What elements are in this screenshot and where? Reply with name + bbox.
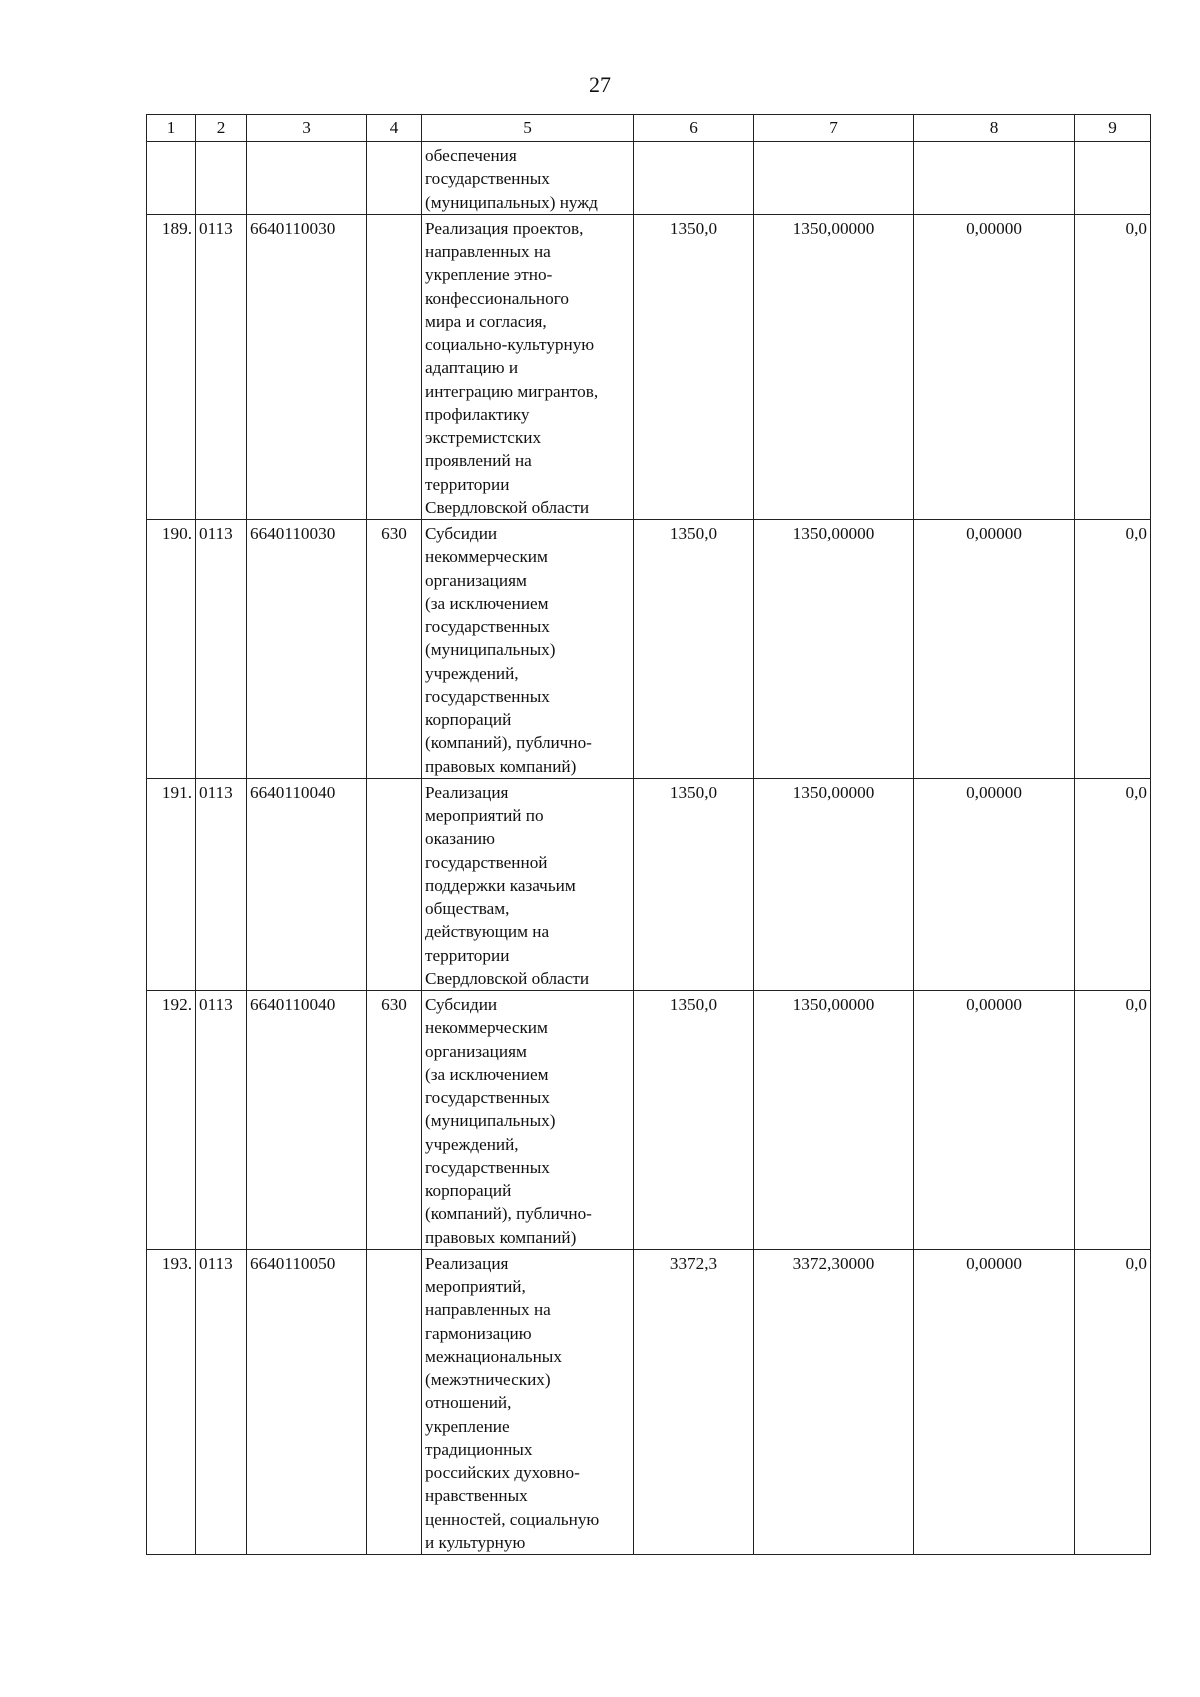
table-row: [147, 778, 1151, 990]
name-line: экстремистских: [425, 428, 542, 447]
amount-cell-8: 0,00000: [914, 520, 1075, 779]
name-line: гармонизацию: [425, 1323, 532, 1343]
amount-cell-8: 0,00000: [914, 1249, 1075, 1554]
name-line: государственных: [425, 686, 550, 706]
name-line: адаптацию и: [425, 358, 519, 378]
name-line: учреждений,: [425, 663, 519, 683]
name-line: укрепление этно-: [425, 265, 553, 285]
name-line: корпораций: [425, 710, 512, 729]
name-line: отношений,: [425, 1393, 512, 1413]
name-line: Свердловской области: [425, 968, 590, 988]
column-header-8: 8: [914, 115, 1075, 142]
amount-cell-6: 1350,0: [634, 520, 754, 779]
amount-cell-6: 1350,0: [634, 991, 754, 1250]
name-line: Субсидии: [425, 995, 498, 1014]
name-line: государственных: [425, 1157, 550, 1177]
name-line: (межэтнических): [425, 1370, 551, 1389]
name-cell: [422, 142, 634, 215]
column-header-4: 4: [367, 115, 422, 142]
name-line: государственной: [425, 852, 548, 872]
name-line: (муниципальных) нужд: [425, 192, 598, 212]
amount-cell-6: 1350,0: [634, 214, 754, 519]
amount-cell-6: [634, 142, 754, 215]
name-line: укрепление: [425, 1416, 510, 1436]
section-code-cell: 0113: [196, 214, 247, 519]
name-line: правовых компаний): [425, 1227, 577, 1247]
amount-cell-8: 0,00000: [914, 991, 1075, 1250]
amount-cell-9: [1075, 142, 1151, 215]
target-article-cell: [247, 142, 367, 215]
target-article-cell: 6640110030: [247, 214, 367, 519]
target-article-cell: 6640110040: [247, 778, 367, 990]
table-row: [147, 142, 1151, 215]
name-line: территории: [425, 474, 510, 494]
name-cell: [422, 1249, 634, 1554]
row-number-cell: 190.: [147, 520, 196, 779]
row-number-cell: [147, 142, 196, 215]
name-line: (компаний), публично-: [425, 1204, 592, 1224]
name-line: некоммерческим: [425, 547, 548, 567]
name-line: государственных: [425, 1088, 550, 1107]
expense-type-cell: 630: [367, 520, 422, 779]
amount-cell-9: 0,0: [1075, 214, 1151, 519]
name-line: (муниципальных): [425, 1111, 556, 1131]
name-line: организациям: [425, 1041, 527, 1061]
name-line: (муниципальных): [425, 640, 556, 660]
name-line: мероприятий,: [425, 1277, 526, 1296]
name-line: корпораций: [425, 1181, 512, 1200]
column-header-9: 9: [1075, 115, 1151, 142]
name-line: действующим на: [425, 922, 550, 942]
section-code-cell: 0113: [196, 778, 247, 990]
expense-type-cell: [367, 778, 422, 990]
name-line: мира и согласия,: [425, 311, 547, 331]
column-header-2: 2: [196, 115, 247, 142]
amount-cell-9: 0,0: [1075, 778, 1151, 990]
target-article-cell: 6640110040: [247, 991, 367, 1250]
name-line: Реализация: [425, 782, 509, 802]
amount-cell-7: 1350,00000: [754, 214, 914, 519]
table-row: [147, 214, 1151, 519]
name-line: социально-культурную: [425, 335, 595, 354]
name-line: интеграцию мигрантов,: [425, 381, 599, 401]
target-article-cell: 6640110050: [247, 1249, 367, 1554]
amount-cell-7: [754, 142, 914, 215]
name-line: ценностей, социальную: [425, 1509, 600, 1529]
name-cell: [422, 991, 634, 1250]
amount-cell-9: 0,0: [1075, 1249, 1151, 1554]
name-cell: [422, 214, 634, 519]
name-line: направленных на: [425, 242, 551, 261]
name-line: направленных на: [425, 1300, 551, 1320]
target-article-cell: 6640110030: [247, 520, 367, 779]
name-line: Свердловской области: [425, 497, 590, 517]
name-cell: [422, 778, 634, 990]
amount-cell-7: 1350,00000: [754, 520, 914, 779]
row-number-cell: 193.: [147, 1249, 196, 1554]
column-header-5: 5: [422, 115, 634, 142]
amount-cell-6: 3372,3: [634, 1249, 754, 1554]
name-line: правовых компаний): [425, 756, 577, 776]
column-header-1: 1: [147, 115, 196, 142]
amount-cell-9: 0,0: [1075, 991, 1151, 1250]
header-row: [147, 115, 1151, 142]
section-code-cell: 0113: [196, 991, 247, 1250]
name-line: территории: [425, 945, 510, 965]
budget-table: [146, 114, 1151, 1555]
name-line: Субсидии: [425, 524, 498, 543]
section-code-cell: 0113: [196, 520, 247, 779]
table-row: [147, 1249, 1151, 1554]
expense-type-cell: 630: [367, 991, 422, 1250]
name-line: традиционных: [425, 1439, 533, 1459]
amount-cell-6: 1350,0: [634, 778, 754, 990]
amount-cell-8: 0,00000: [914, 778, 1075, 990]
amount-cell-8: 0,00000: [914, 214, 1075, 519]
table-row: [147, 991, 1151, 1250]
name-line: государственных: [425, 617, 550, 636]
column-header-6: 6: [634, 115, 754, 142]
name-line: некоммерческим: [425, 1018, 548, 1038]
column-header-3: 3: [247, 115, 367, 142]
name-line: российских духовно-: [425, 1463, 580, 1482]
name-line: нравственных: [425, 1486, 528, 1506]
page-number: 27: [589, 72, 611, 97]
name-line: обществам,: [425, 899, 510, 918]
name-line: профилактику: [425, 404, 530, 424]
name-line: Реализация: [425, 1253, 509, 1273]
name-line: мероприятий по: [425, 806, 544, 825]
amount-cell-8: [914, 142, 1075, 215]
name-line: поддержки казачьим: [425, 875, 576, 895]
expense-type-cell: [367, 214, 422, 519]
row-number-cell: 189.: [147, 214, 196, 519]
row-number-cell: 191.: [147, 778, 196, 990]
table-row: [147, 520, 1151, 779]
expense-type-cell: [367, 1249, 422, 1554]
name-line: и культурную: [425, 1532, 526, 1552]
name-line: (за исключением: [425, 1064, 549, 1084]
name-line: Реализация проектов,: [425, 218, 584, 238]
column-header-7: 7: [754, 115, 914, 142]
name-line: учреждений,: [425, 1134, 519, 1154]
amount-cell-7: 3372,30000: [754, 1249, 914, 1554]
name-line: оказанию: [425, 829, 495, 849]
expense-type-cell: [367, 142, 422, 215]
name-cell: [422, 520, 634, 779]
name-line: обеспечения: [425, 146, 517, 165]
name-line: проявлений на: [425, 451, 532, 471]
name-line: (компаний), публично-: [425, 733, 592, 753]
row-number-cell: 192.: [147, 991, 196, 1250]
name-line: конфессионального: [425, 288, 569, 308]
table-body: [147, 142, 1151, 1555]
name-line: организациям: [425, 570, 527, 590]
section-code-cell: 0113: [196, 1249, 247, 1554]
amount-cell-7: 1350,00000: [754, 991, 914, 1250]
amount-cell-7: 1350,00000: [754, 778, 914, 990]
name-line: (за исключением: [425, 593, 549, 613]
name-line: государственных: [425, 169, 550, 189]
name-line: межнациональных: [425, 1346, 562, 1366]
amount-cell-9: 0,0: [1075, 520, 1151, 779]
section-code-cell: [196, 142, 247, 215]
